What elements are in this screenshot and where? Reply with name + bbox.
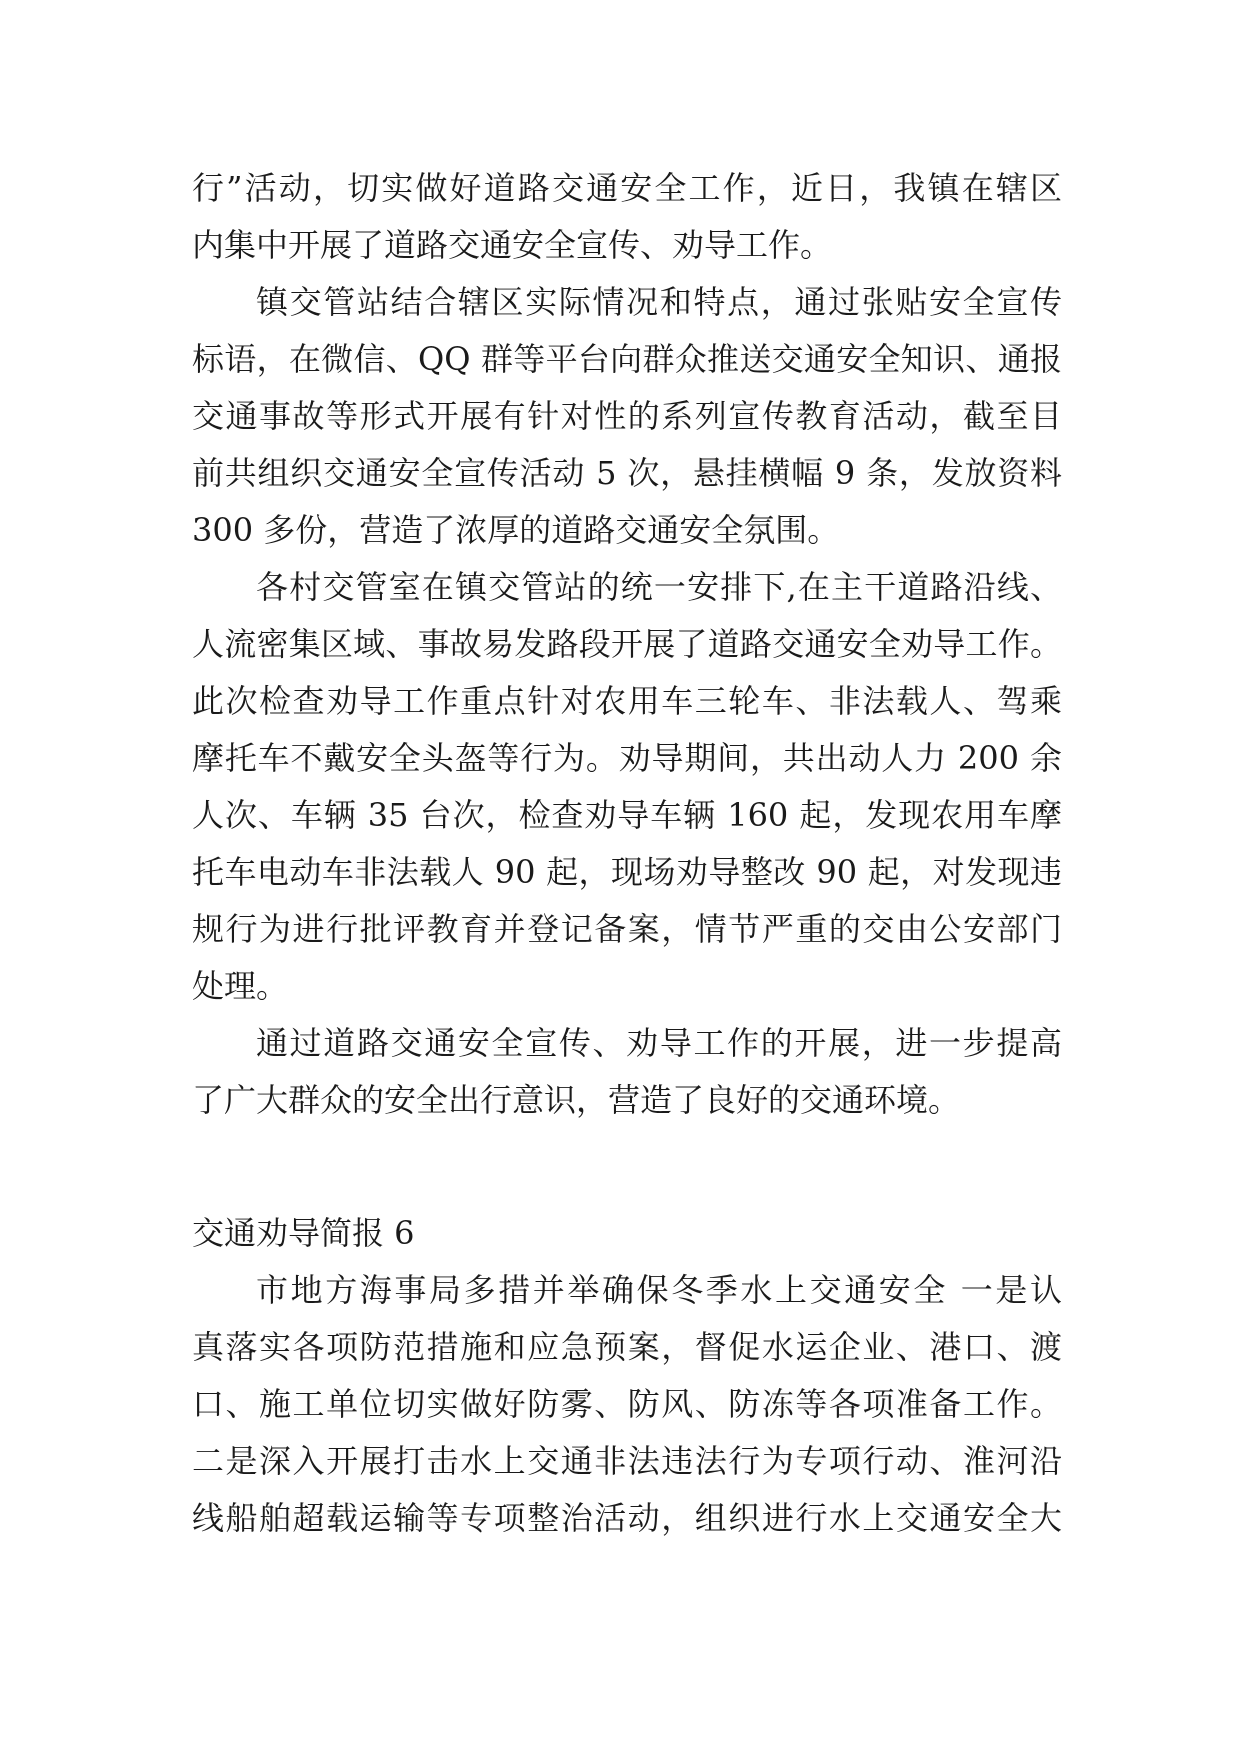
- paragraph-line: 规行为进行批评教育并登记备案，情节严重的交由公安部门: [192, 910, 1062, 948]
- paragraph-line: 标语，在微信、QQ 群等平台向群众推送交通安全知识、通报: [192, 340, 1062, 378]
- paragraph-line: 行”活动，切实做好道路交通安全工作，近日，我镇在辖区: [192, 169, 1062, 207]
- section-heading: 交通劝导简报 6: [192, 1214, 415, 1252]
- paragraph-line: 处理。: [192, 967, 289, 1005]
- paragraph-line: 摩托车不戴安全头盔等行为。劝导期间，共出动人力 200 余: [192, 739, 1062, 777]
- paragraph-first-line: 市地方海事局多措并举确保冬季水上交通安全 一是认: [256, 1271, 1062, 1309]
- paragraph-line: 线船舶超载运输等专项整治活动，组织进行水上交通安全大: [192, 1499, 1062, 1537]
- paragraph-line: 了广大群众的安全出行意识，营造了良好的交通环境。: [192, 1081, 961, 1119]
- paragraph-first-line: 通过道路交通安全宣传、劝导工作的开展，进一步提高: [256, 1024, 1062, 1062]
- paragraph-line: 托车电动车非法载人 90 起，现场劝导整改 90 起，对发现违: [192, 853, 1062, 891]
- paragraph-line: 人次、车辆 35 台次，检查劝导车辆 160 起，发现农用车摩: [192, 796, 1062, 834]
- paragraph-line: 二是深入开展打击水上交通非法违法行为专项行动、淮河沿: [192, 1442, 1062, 1480]
- paragraph-line: 交通事故等形式开展有针对性的系列宣传教育活动，截至目: [192, 397, 1062, 435]
- paragraph-first-line: 镇交管站结合辖区实际情况和特点，通过张贴安全宣传: [256, 283, 1062, 321]
- paragraph-line: 口、施工单位切实做好防雾、防风、防冻等各项准备工作。: [192, 1385, 1062, 1423]
- paragraph-line: 真落实各项防范措施和应急预案，督促水运企业、港口、渡: [192, 1328, 1062, 1366]
- paragraph-line: 内集中开展了道路交通安全宣传、劝导工作。: [192, 226, 833, 264]
- paragraph-line: 人流密集区域、事故易发路段开展了道路交通安全劝导工作。: [192, 625, 1062, 663]
- paragraph-line: 此次检查劝导工作重点针对农用车三轮车、非法载人、驾乘: [192, 682, 1062, 720]
- paragraph-line: 前共组织交通安全宣传活动 5 次，悬挂横幅 9 条，发放资料: [192, 454, 1062, 492]
- paragraph-first-line: 各村交管室在镇交管站的统一安排下,在主干道路沿线、: [256, 568, 1062, 606]
- paragraph-line: 300 多份，营造了浓厚的道路交通安全氛围。: [192, 511, 840, 549]
